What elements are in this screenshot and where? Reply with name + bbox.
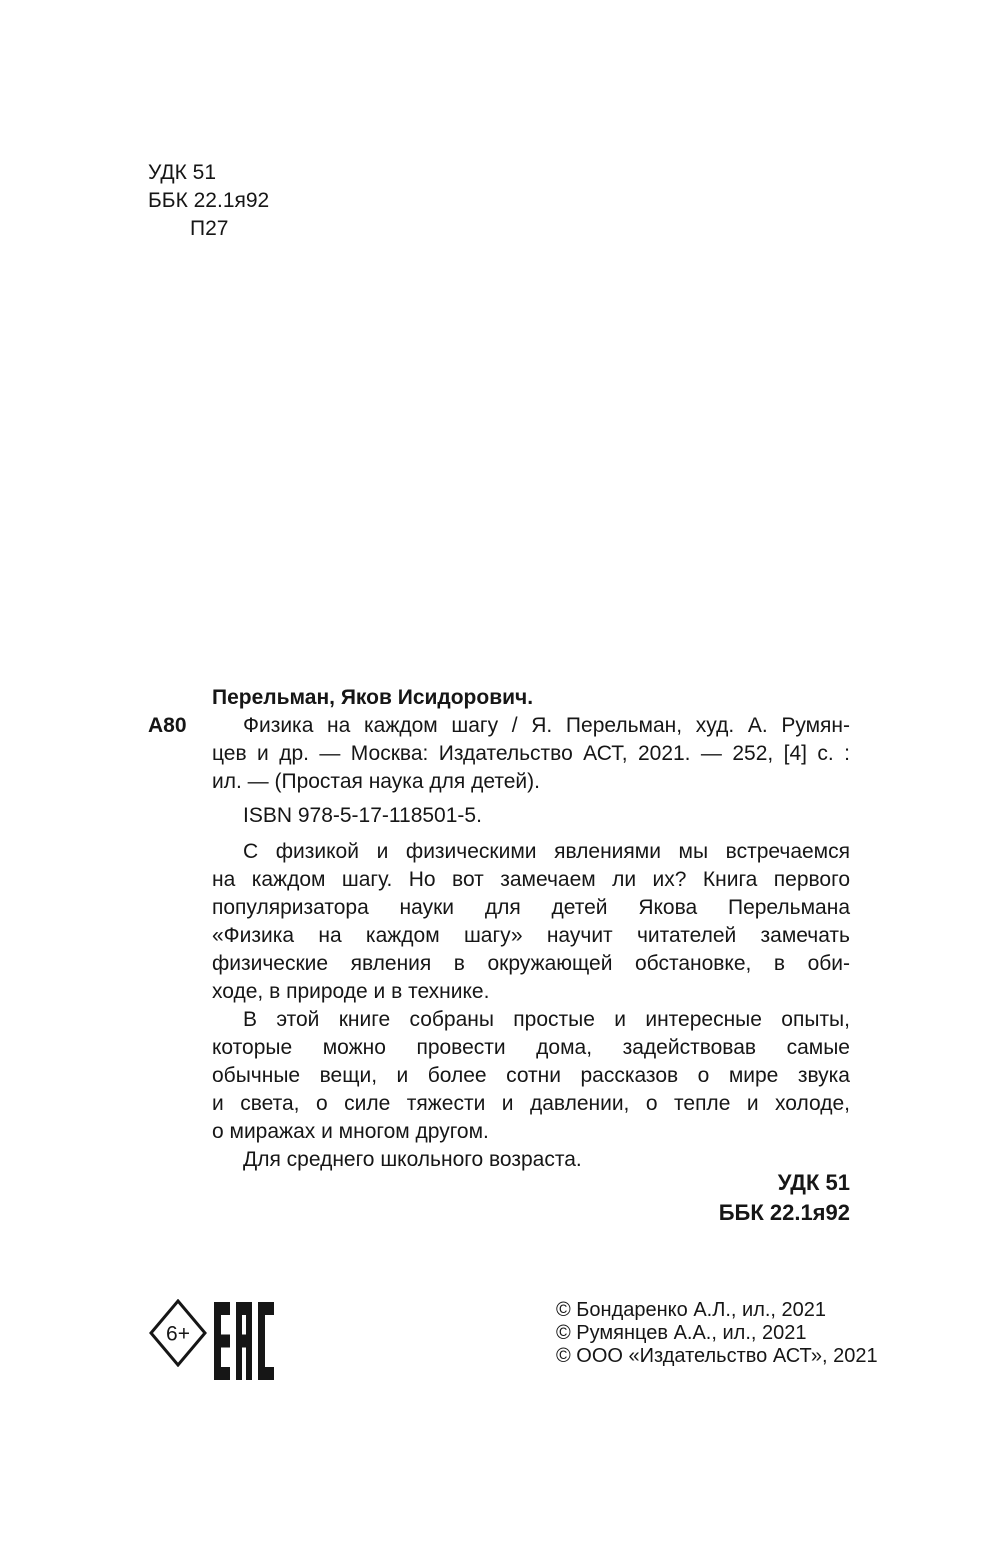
annotation-line: С физикой и физическими явлениями мы встречаемся	[243, 840, 850, 863]
annotation-line: популяризатора науки для детей Якова Перельмана	[212, 896, 850, 919]
audience-note: Для среднего школьного возраста.	[243, 1148, 582, 1171]
copyright-line: © Бондаренко А.Л., ил., 2021	[556, 1299, 827, 1321]
copyright-line: © Румянцев А.А., ил., 2021	[556, 1322, 807, 1344]
age-rating-label: 6+	[166, 1322, 190, 1346]
annotation-line: В этой книге собраны простые и интересные опыты,	[243, 1008, 850, 1031]
author-heading: Перельман, Яков Исидорович.	[212, 686, 534, 709]
bbk-code: ББК 22.1я92	[148, 189, 270, 212]
annotation-line: «Физика на каждом шагу» научит читателей замечать	[212, 924, 850, 947]
annotation-line: и света, о силе тяжести и давлении, о тепле и холоде,	[212, 1092, 850, 1115]
annotation-paragraph-1	[212, 838, 850, 1006]
udk-code-bottom: УДК 51	[777, 1170, 850, 1195]
catalog-entry	[148, 684, 850, 1228]
annotation-line: на каждом шагу. Но вот замечаем ли их? Книга первого	[212, 868, 850, 891]
isbn: ISBN 978-5-17-118501-5.	[243, 804, 482, 827]
bibliographic-description	[212, 712, 850, 796]
age-rating-badge	[149, 1299, 207, 1367]
bbk-code-bottom: ББК 22.1я92	[718, 1200, 850, 1225]
bib-line: Физика на каждом шагу / Я. Перельман, худ. А. Румян-	[243, 714, 850, 737]
bib-line: ил. — (Простая наука для детей).	[212, 770, 540, 793]
annotation-line: которые можно провести дома, задействовав самые	[212, 1036, 850, 1059]
annotation-paragraph-2	[212, 1006, 850, 1146]
author-sign-code: П27	[190, 217, 229, 240]
bottom-classification-block	[212, 1168, 850, 1228]
annotation-line: ходе, в природе и в технике.	[212, 980, 490, 1003]
catalog-code: А80	[148, 714, 187, 737]
annotation-line: обычные вещи, и более сотни рассказов о мире звука	[212, 1064, 850, 1087]
eac-icon	[214, 1302, 274, 1380]
copyright-block	[556, 1299, 878, 1368]
copyright-line: © ООО «Издательство АСТ», 2021	[556, 1345, 878, 1367]
annotation-line: физические явления в окружающей обстановке, в оби-	[212, 952, 850, 975]
udk-code: УДК 51	[148, 161, 217, 184]
annotation-line: о миражах и многом другом.	[212, 1120, 489, 1143]
bib-line: цев и др. — Москва: Издательство АСТ, 2021. — 252, [4] с. :	[212, 742, 850, 765]
top-classification-block	[148, 159, 269, 243]
